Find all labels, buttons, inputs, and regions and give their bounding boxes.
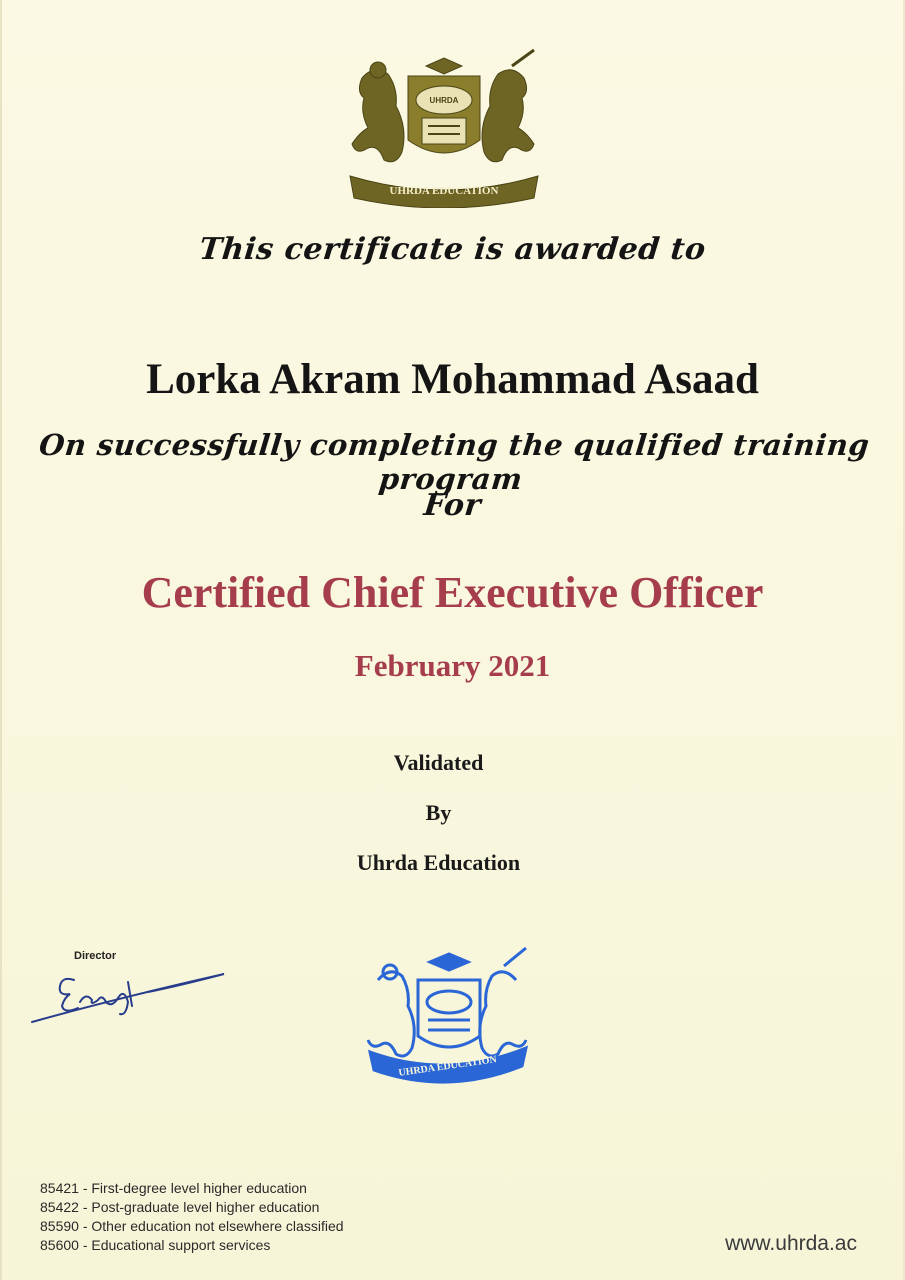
awarded-line: This certificate is awarded to bbox=[197, 232, 708, 267]
for-line: For bbox=[422, 488, 483, 523]
director-signature-icon bbox=[28, 958, 233, 1028]
validated-label: Validated bbox=[393, 750, 484, 775]
director-label: Director bbox=[74, 950, 117, 962]
website-url: www.uhrda.ac bbox=[725, 1232, 857, 1255]
recipient-name: Lorka Akram Mohammad Asaad bbox=[146, 356, 759, 403]
code-line: 85590 - Other education not elsewhere classified bbox=[40, 1218, 344, 1234]
crest-logo-icon bbox=[338, 48, 550, 208]
code-line: 85600 - Educational support services bbox=[40, 1237, 271, 1253]
by-label: By bbox=[425, 800, 452, 825]
certificate-date: February 2021 bbox=[354, 648, 551, 683]
crest-shield-text: UHRDA bbox=[429, 96, 459, 105]
program-title: Certified Chief Executive Officer bbox=[141, 568, 764, 617]
crest-ribbon-text: UHRDA EDUCATION bbox=[389, 185, 499, 197]
classification-codes bbox=[40, 1179, 344, 1255]
code-line: 85421 - First-degree level higher education bbox=[40, 1180, 307, 1196]
stamp-ribbon-text: UHRDA EDUCATION bbox=[397, 1054, 498, 1079]
organization-name: Uhrda Education bbox=[356, 850, 521, 875]
code-line: 85422 - Post-graduate level higher education bbox=[40, 1199, 320, 1215]
organization-stamp-icon bbox=[356, 940, 538, 1100]
completion-line: On successfully completing the qualified training program bbox=[37, 428, 872, 496]
